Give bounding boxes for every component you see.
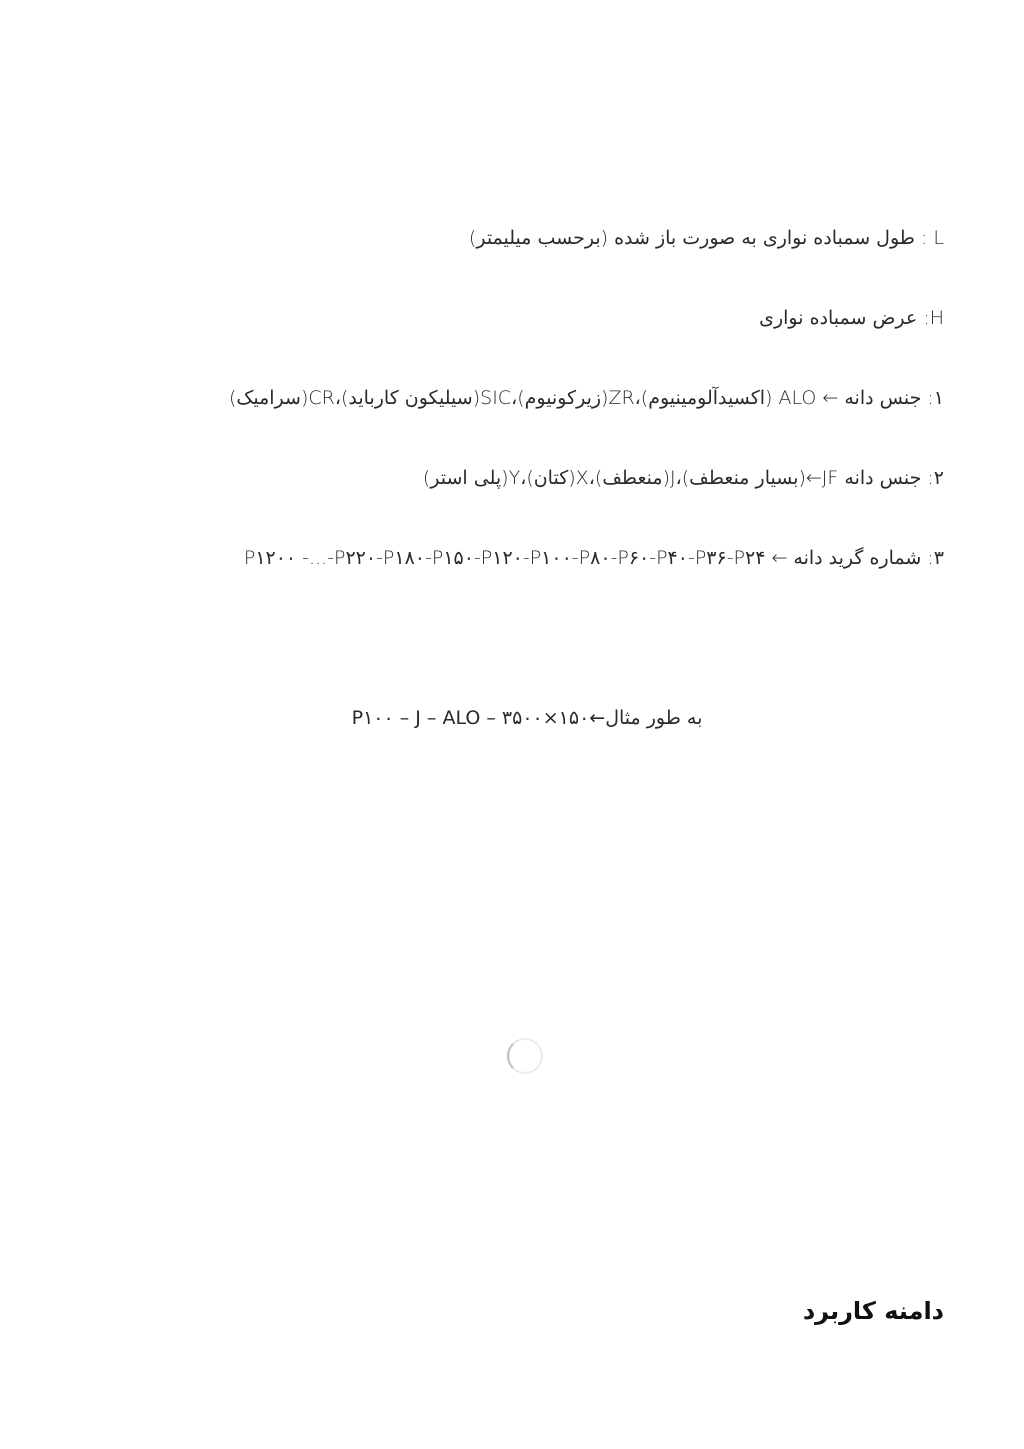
backing-material-spec-line: ۲: جنس دانه JF←(بسیار منعطف)،J(منعطف)،X(کتان)،Y(پلی استر) [422,467,944,489]
grit-number-spec-line: ۳: شماره گرید دانه ← P۱۲۰۰ -...-P۲۲۰-P۱۸۰-P۱۵۰-P۱۲۰-P۱۰۰-P۸۰-P۶۰-P۴۰-P۳۶-P۲۴ [243,547,944,569]
grain-material-spec-line: ۱: جنس دانه ← ALO (اکسیدآلومینیوم)،ZR(زیرکونیوم)،SIC(سیلیکون کارباید)،CR(سرامیک) [228,387,944,409]
width-spec-line: H: عرض سمباده نواری [759,307,944,329]
length-spec-line: L : طول سمباده نواری به صورت باز شده (برحسب میلیمتر) [468,227,944,249]
example-code-line: به طور مثال←۱۵۰×۳۵۰۰ – P۱۰۰ – J – ALO [351,707,703,729]
section-heading: دامنه کاربرد [802,1297,944,1325]
loading-spinner-icon [507,1038,543,1074]
